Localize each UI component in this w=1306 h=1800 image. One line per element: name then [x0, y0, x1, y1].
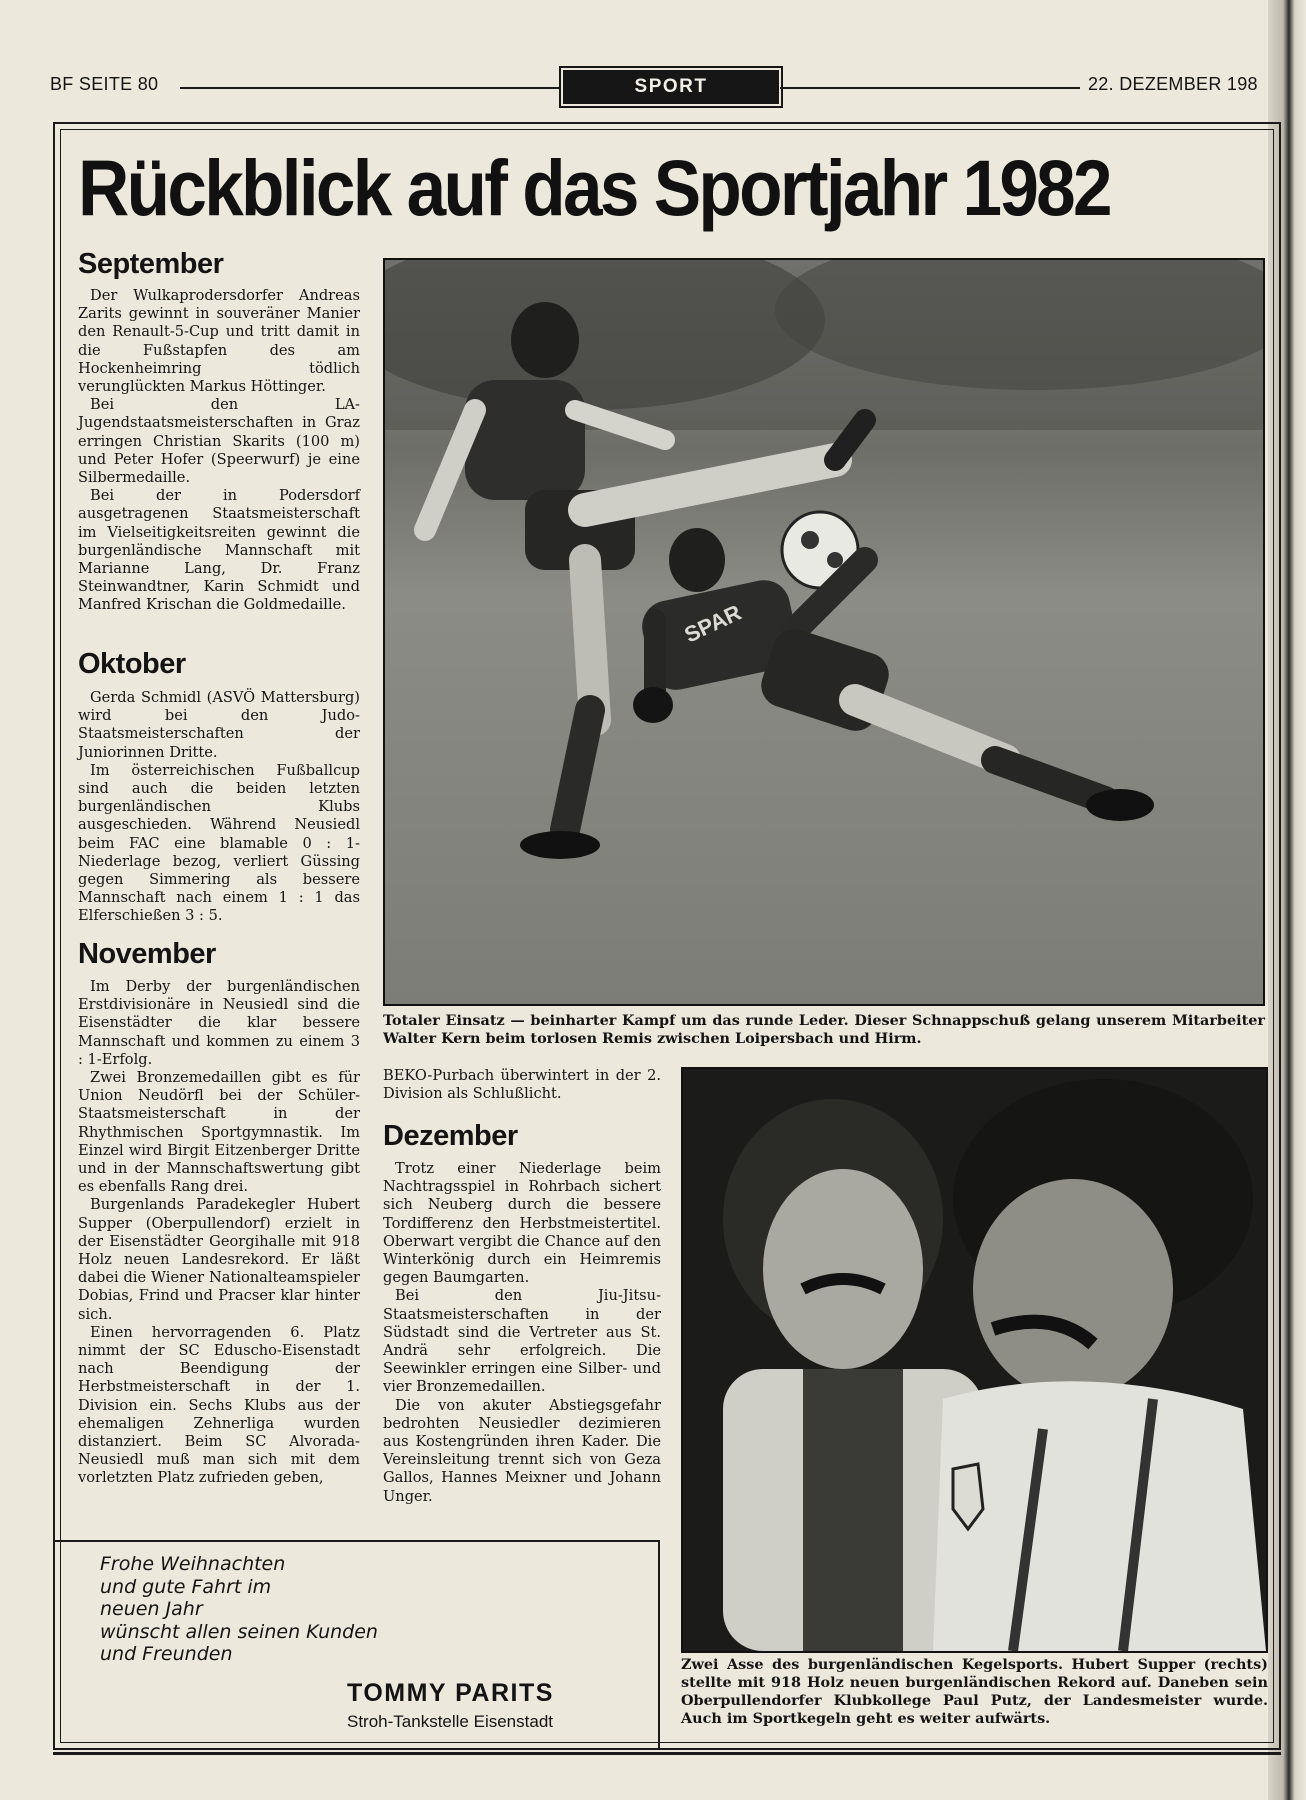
ad-slogan — [100, 1553, 378, 1666]
ad-company-subtitle: Stroh-Tankstelle Eisenstadt — [347, 1712, 553, 1731]
text-september — [78, 287, 360, 615]
football-photo-caption: Totaler Einsatz — beinharter Kampf um das runde Leder. Dieser Schnappschuß gelang unserem Mitarbeiter Walter Kern beim torlosen Remis zwischen Loipersbach und Hirm. — [383, 1012, 1265, 1047]
ad-slogan-line: neuen Jahr — [100, 1598, 203, 1620]
paragraph: Zwei Bronzemedaillen gibt es für Union Neudörfl bei der Schüler-Staatsmeisterschaft in der Rhythmischen Sportgymnastik. Im Einzel wird Birgit Eitzenberger Dritte und in der Mannschaftswertung gibt es ebenfalls Rang drei. — [78, 1069, 360, 1196]
ad-slogan-line: und Freunden — [100, 1643, 233, 1665]
ad-slogan-line: und gute Fahrt im — [100, 1575, 272, 1598]
issue-date: 22. DEZEMBER 198 — [1088, 74, 1258, 94]
bottom-rule — [53, 1752, 1281, 1755]
paragraph: Bei der in Podersdorf ausgetragenen Staatsmeisterschaft im Vielseitigkeitsreiten gewinnt die burgenländische Mannschaft mit Marianne Lang, Dr. Franz Steinwandtner, Karin Schmidt und Manfred Krischan die Goldmedaille. — [78, 487, 360, 614]
ad-slogan-line: Frohe Weihnachten — [100, 1553, 286, 1575]
header-rule-left — [180, 87, 560, 89]
paragraph: Im Derby der burgenländischen Erstdivisionäre in Neusiedl sind die Eisenstädter die klar bessere Mannschaft und kommen zu einem 3 : 1-Erfolg. — [78, 978, 360, 1068]
paragraph: Der Wulkaprodersdorfer Andreas Zarits gewinnt in souveräner Manier den Renault-5-Cup und tritt damit in die Fußstapfen des am Hockenheimring tödlich verunglückten Markus Höttinger. — [78, 287, 360, 396]
text-oktober — [78, 689, 360, 926]
jersey-text: SPAR — [680, 599, 746, 648]
paragraph: Die von akuter Abstiegsgefahr bedrohten Neusiedler dezimieren aus Kostengründen ihren Kader. Die Vereinsleitung trennt sich von Geza Gallos, Hannes Meixner und Johann Unger. — [383, 1396, 661, 1505]
heading-oktober: Oktober — [78, 648, 186, 680]
paragraph: Trotz einer Niederlage beim Nachtragsspiel in Rohrbach sichert sich Neuberg durch die bessere Tordifferenz den Herbstmeistertitel. Oberwart vergibt die Chance auf den Winterkönig durch ein Heimremis gegen Baumgarten. — [383, 1160, 661, 1287]
paragraph: BEKO-Purbach überwintert in der 2. Division als Schlußlicht. — [383, 1067, 661, 1103]
paragraph: Im österreichischen Fußballcup sind auch die beiden letzten burgenländischen Klubs ausgeschieden. Während Neusiedl beim FAC eine blamable 0 : 1-Niederlage bezog, verliert Güssing gegen Simmering als bessere Mannschaft nach einem 1 : 1 das Elferschießen 3 : 5. — [78, 761, 360, 925]
heading-dezember: Dezember — [383, 1120, 518, 1152]
bowlers-photo-caption: Zwei Asse des burgenländischen Kegelsports. Hubert Supper (rechts) stellte mit 918 Holz neuen burgenländischen Rekord auf. Daneben sein Oberpullendorfer Klubkollege Paul Putz, der Landesmeister wurde. Auch im Sportkegeln geht es weiter aufwärts. — [681, 1656, 1268, 1727]
paragraph: Gerda Schmidl (ASVÖ Mattersburg) wird bei den Judo-Staatsmeisterschaften der Juniorinnen Dritte. — [78, 689, 360, 761]
heading-november: November — [78, 938, 216, 970]
text-november-continued — [383, 1067, 661, 1103]
text-november — [78, 978, 360, 1488]
football-photo-image — [385, 260, 1263, 1004]
heading-september: September — [78, 248, 224, 280]
bowlers-photo — [681, 1067, 1268, 1653]
paragraph: Bei den LA-Jugendstaatsmeisterschaften in Graz erringen Christian Skarits (100 m) und Peter Hofer (Speerwurf) je eine Silbermedaille. — [78, 396, 360, 487]
bowlers-photo-image — [683, 1069, 1266, 1651]
headline: Rückblick auf das Sportjahr 1982 — [78, 143, 1110, 232]
paragraph: Burgenlands Paradekegler Hubert Supper (Oberpullendorf) erzielt in der Eisenstädter Georgihalle mit 918 Holz neuen Landesrekord. Er läßt dabei die Wiener Nationalteamspieler Dobias, Frind und Pracser klar hinter sich. — [78, 1196, 360, 1323]
paragraph: Bei den Jiu-Jitsu-Staatsmeisterschaften in der Südstadt sind die Vertreter aus St. Andrä sehr erfolgreich. Die Seewinkler erringen eine Silber- und vier Bronzemedaillen. — [383, 1287, 661, 1396]
ad-slogan-line: wünscht allen seinen Kunden — [100, 1620, 378, 1643]
text-dezember — [383, 1160, 661, 1506]
page-number: BF SEITE 80 — [50, 74, 159, 94]
ad-company-name: TOMMY PARITS — [347, 1679, 554, 1707]
paragraph: Einen hervorragenden 6. Platz nimmt der SC Eduscho-Eisenstadt nach Beendigung der Herbstmeisterschaft in der 1. Division ein. Sechs Klubs aus der ehemaligen Zehnerliga wurden distanziert. Beim SC Alvorada-Neusiedl muß man sich mit dem vorletzten Platz zufrieden geben, — [78, 1323, 360, 1487]
football-photo — [383, 258, 1265, 1006]
section-label: SPORT — [563, 70, 779, 104]
header-rule-right — [780, 87, 1080, 89]
